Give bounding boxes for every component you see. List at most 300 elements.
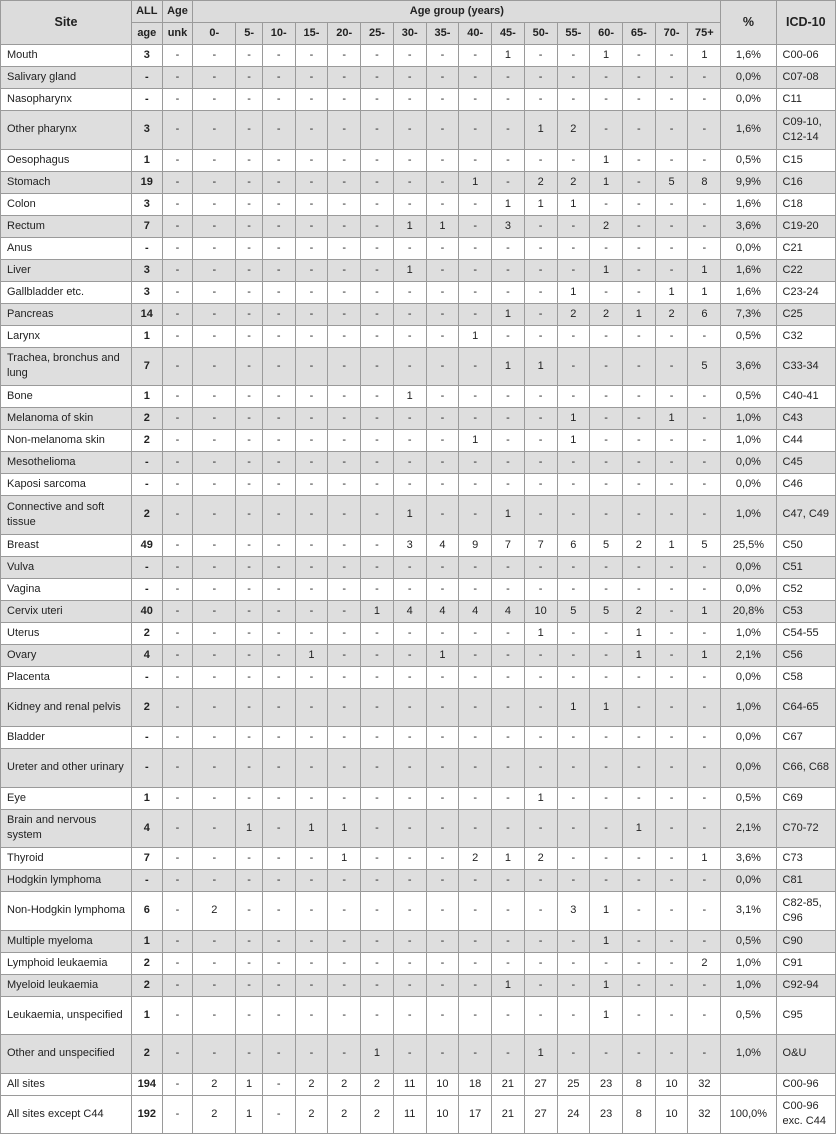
age-count-cell: - (524, 556, 557, 578)
all-age-cell: 2 (131, 430, 162, 452)
table-row (1, 347, 836, 386)
age-count-cell: - (193, 534, 236, 556)
all-age-cell: 7 (131, 848, 162, 870)
all-age-cell: 7 (131, 347, 162, 386)
all-age-cell: 40 (131, 600, 162, 622)
age-count-cell: - (193, 622, 236, 644)
age-count-cell: - (426, 325, 459, 347)
age-count-cell: - (426, 67, 459, 89)
age-count-cell: - (236, 237, 263, 259)
age-count-cell: - (459, 452, 492, 474)
all-age-cell: 1 (131, 325, 162, 347)
age-unk-cell: - (162, 430, 193, 452)
age-unk-cell: - (162, 930, 193, 952)
age-unk-cell: - (162, 193, 193, 215)
age-count-cell: - (590, 644, 623, 666)
site-cell: Connective and soft tissue (1, 496, 132, 535)
age-count-cell: - (328, 386, 361, 408)
age-count-cell: 10 (426, 1095, 459, 1133)
age-count-cell: 1 (655, 408, 688, 430)
all-age-cell: 2 (131, 622, 162, 644)
age-count-cell: - (426, 578, 459, 600)
age-count-cell: - (262, 149, 295, 171)
site-cell: Liver (1, 259, 132, 281)
age-count-cell: - (262, 600, 295, 622)
age-count-cell: - (262, 325, 295, 347)
table-row (1, 870, 836, 892)
age-count-cell: - (393, 408, 426, 430)
age-count-cell: - (236, 749, 263, 788)
age-unk-cell: - (162, 408, 193, 430)
age-count-cell: - (688, 149, 721, 171)
age-count-cell: 2 (328, 1073, 361, 1095)
all-age-cell: 3 (131, 193, 162, 215)
age-count-cell: 1 (557, 430, 590, 452)
age-count-cell: - (622, 556, 655, 578)
table-row (1, 974, 836, 996)
age-count-cell: - (622, 237, 655, 259)
age-count-cell: 6 (688, 303, 721, 325)
age-count-cell: - (262, 1095, 295, 1133)
age-band-header: 45- (492, 23, 525, 45)
site-cell: Bone (1, 386, 132, 408)
age-count-cell: - (236, 556, 263, 578)
age-count-cell: 1 (524, 1035, 557, 1074)
age-count-cell: - (590, 666, 623, 688)
age-count-cell: - (557, 666, 590, 688)
age-count-cell: - (328, 347, 361, 386)
age-count-cell: - (622, 727, 655, 749)
age-count-cell: 1 (590, 996, 623, 1035)
site-cell: Rectum (1, 215, 132, 237)
all-age-cell: 3 (131, 45, 162, 67)
percent-cell: 0,0% (721, 67, 776, 89)
age-count-cell: - (426, 848, 459, 870)
age-count-cell: - (393, 644, 426, 666)
age-count-cell: - (328, 171, 361, 193)
age-count-cell: - (492, 809, 525, 848)
age-count-cell: - (426, 149, 459, 171)
icd10-cell: C95 (776, 996, 835, 1035)
age-count-cell: 1 (393, 259, 426, 281)
age-count-cell: 24 (557, 1095, 590, 1133)
age-count-cell: - (361, 149, 394, 171)
age-count-cell: - (262, 870, 295, 892)
age-count-cell: 21 (492, 1095, 525, 1133)
age-count-cell: - (361, 408, 394, 430)
age-count-cell: - (590, 622, 623, 644)
age-unk-cell: - (162, 281, 193, 303)
all-age-cell: 2 (131, 688, 162, 727)
site-cell: Other and unspecified (1, 1035, 132, 1074)
age-count-cell: - (361, 787, 394, 809)
age-count-cell: - (557, 386, 590, 408)
age-count-cell: - (193, 237, 236, 259)
age-count-cell: - (459, 259, 492, 281)
table-row (1, 496, 836, 535)
age-count-cell: - (524, 892, 557, 931)
age-count-cell: 27 (524, 1073, 557, 1095)
age-count-cell: - (622, 89, 655, 111)
age-count-cell: - (426, 111, 459, 150)
age-count-cell: - (236, 870, 263, 892)
age-count-cell: - (590, 952, 623, 974)
age-count-cell: 1 (590, 930, 623, 952)
age-count-cell: - (655, 930, 688, 952)
table-row (1, 892, 836, 931)
age-count-cell: - (295, 787, 328, 809)
age-count-cell: - (688, 809, 721, 848)
age-count-cell: - (492, 749, 525, 788)
age-count-cell: - (688, 974, 721, 996)
age-count-cell: - (328, 430, 361, 452)
age-unk-cell: - (162, 534, 193, 556)
age-count-cell: - (688, 556, 721, 578)
age-count-cell: - (361, 952, 394, 974)
age-count-cell: 21 (492, 1073, 525, 1095)
age-count-cell: - (193, 281, 236, 303)
site-cell: Ovary (1, 644, 132, 666)
site-cell: Non-melanoma skin (1, 430, 132, 452)
percent-cell: 0,0% (721, 556, 776, 578)
site-cell: Oesophagus (1, 149, 132, 171)
age-count-cell: - (328, 193, 361, 215)
age-unk-cell: - (162, 149, 193, 171)
icd10-cell: C00-96 (776, 1073, 835, 1095)
age-count-cell: 1 (655, 534, 688, 556)
age-count-cell: - (193, 996, 236, 1035)
age-count-cell: 3 (557, 892, 590, 931)
age-count-cell: - (193, 259, 236, 281)
age-count-cell: - (361, 809, 394, 848)
all-age-cell: 4 (131, 644, 162, 666)
age-count-cell: - (557, 809, 590, 848)
age-count-cell: - (655, 347, 688, 386)
age-count-cell: - (459, 892, 492, 931)
age-count-cell: - (590, 809, 623, 848)
all-age-cell: 14 (131, 303, 162, 325)
age-count-cell: - (236, 325, 263, 347)
age-count-cell: - (524, 809, 557, 848)
age-count-cell: - (328, 688, 361, 727)
age-count-cell: - (688, 892, 721, 931)
age-count-cell: - (328, 870, 361, 892)
age-count-cell: - (492, 452, 525, 474)
percent-cell: 0,5% (721, 787, 776, 809)
age-count-cell: - (492, 892, 525, 931)
age-count-cell: - (236, 688, 263, 727)
age-count-cell: - (459, 952, 492, 974)
age-count-cell: - (492, 281, 525, 303)
age-count-cell: - (655, 237, 688, 259)
table-row (1, 259, 836, 281)
age-count-cell: - (557, 347, 590, 386)
age-count-cell: 1 (492, 303, 525, 325)
age-count-cell: - (393, 171, 426, 193)
age-count-cell: - (459, 45, 492, 67)
age-count-cell: 2 (328, 1095, 361, 1133)
age-count-cell: - (262, 974, 295, 996)
age-count-cell: - (655, 892, 688, 931)
age-count-cell: - (193, 303, 236, 325)
percent-cell: 100,0% (721, 1095, 776, 1133)
percent-cell: 0,0% (721, 89, 776, 111)
age-unk-cell: - (162, 1035, 193, 1074)
icd10-cell: C45 (776, 452, 835, 474)
table-row (1, 281, 836, 303)
age-count-cell: - (590, 474, 623, 496)
age-count-cell: - (492, 727, 525, 749)
age-count-cell: - (655, 848, 688, 870)
site-cell: Stomach (1, 171, 132, 193)
age-count-cell: - (459, 237, 492, 259)
age-count-cell: - (622, 749, 655, 788)
age-count-cell: - (459, 474, 492, 496)
age-count-cell: - (426, 809, 459, 848)
age-count-cell: - (328, 149, 361, 171)
age-count-cell: - (236, 452, 263, 474)
age-count-cell: - (262, 237, 295, 259)
age-count-cell: 1 (622, 622, 655, 644)
age-count-cell: - (622, 215, 655, 237)
age-count-cell: - (655, 259, 688, 281)
age-count-cell: - (688, 688, 721, 727)
age-count-cell: 1 (622, 644, 655, 666)
age-count-cell: - (262, 996, 295, 1035)
age-band-header: 15- (295, 23, 328, 45)
age-count-cell: - (295, 281, 328, 303)
age-count-cell: - (361, 237, 394, 259)
age-count-cell: 18 (459, 1073, 492, 1095)
icd10-header: ICD-10 (776, 1, 835, 45)
age-count-cell: - (459, 347, 492, 386)
age-count-cell: - (655, 578, 688, 600)
age-count-cell: - (295, 622, 328, 644)
age-count-cell: - (655, 996, 688, 1035)
percent-cell: 0,0% (721, 237, 776, 259)
site-cell: Lymphoid leukaemia (1, 952, 132, 974)
age-count-cell: - (361, 193, 394, 215)
age-count-cell: - (236, 534, 263, 556)
age-count-cell: 1 (557, 688, 590, 727)
site-cell: Cervix uteri (1, 600, 132, 622)
age-unk-cell: - (162, 749, 193, 788)
age-unk-cell: - (162, 644, 193, 666)
age-count-cell: - (459, 996, 492, 1035)
age-count-cell: - (262, 787, 295, 809)
age-count-cell: - (492, 111, 525, 150)
site-cell: Non-Hodgkin lymphoma (1, 892, 132, 931)
age-count-cell: - (622, 347, 655, 386)
age-count-cell: - (393, 930, 426, 952)
percent-cell: 1,6% (721, 193, 776, 215)
age-count-cell: - (262, 578, 295, 600)
age-count-cell: - (524, 688, 557, 727)
age-count-cell: - (236, 930, 263, 952)
age-count-cell: - (328, 534, 361, 556)
age-count-cell: 5 (688, 347, 721, 386)
age-count-cell: - (688, 870, 721, 892)
age-count-cell: - (459, 89, 492, 111)
age-count-cell: - (236, 666, 263, 688)
age-count-cell: - (459, 1035, 492, 1074)
age-count-cell: - (622, 870, 655, 892)
site-cell: Colon (1, 193, 132, 215)
age-count-cell: - (193, 45, 236, 67)
age-unk-cell: - (162, 1095, 193, 1133)
age-count-cell: - (426, 688, 459, 727)
icd10-cell: C81 (776, 870, 835, 892)
age-count-cell: - (295, 496, 328, 535)
age-band-header: 50- (524, 23, 557, 45)
age-count-cell: - (590, 452, 623, 474)
all-age-cell: 3 (131, 281, 162, 303)
table-row (1, 474, 836, 496)
age-count-cell: - (524, 89, 557, 111)
age-count-cell: 11 (393, 1095, 426, 1133)
age-unk-cell: - (162, 666, 193, 688)
age-count-cell: - (622, 408, 655, 430)
age-count-cell: - (193, 578, 236, 600)
icd10-cell: C50 (776, 534, 835, 556)
table-row (1, 556, 836, 578)
age-count-cell: - (361, 259, 394, 281)
age-count-cell: - (393, 430, 426, 452)
age-count-cell: - (557, 787, 590, 809)
table-row (1, 193, 836, 215)
age-count-cell: - (361, 111, 394, 150)
age-band-header: 20- (328, 23, 361, 45)
age-unk-cell: - (162, 870, 193, 892)
age-count-cell: - (655, 430, 688, 452)
all-age-cell: 3 (131, 259, 162, 281)
age-count-cell: - (236, 474, 263, 496)
percent-cell: 0,0% (721, 727, 776, 749)
age-count-cell: - (262, 749, 295, 788)
age-count-cell: - (236, 892, 263, 931)
age-count-cell: - (262, 215, 295, 237)
age-count-cell: - (655, 45, 688, 67)
age-count-cell: - (236, 996, 263, 1035)
age-count-cell: 5 (655, 171, 688, 193)
age-count-cell: - (459, 578, 492, 600)
age-count-cell: - (393, 556, 426, 578)
age-count-cell: - (492, 622, 525, 644)
age-count-cell: - (655, 556, 688, 578)
age-count-cell: - (590, 848, 623, 870)
age-count-cell: - (688, 452, 721, 474)
age-count-cell: 2 (622, 600, 655, 622)
age-count-cell: - (393, 67, 426, 89)
site-cell: Bladder (1, 727, 132, 749)
age-count-cell: - (655, 870, 688, 892)
age-band-header: 0- (193, 23, 236, 45)
site-cell: Myeloid leukaemia (1, 974, 132, 996)
age-count-cell: - (524, 974, 557, 996)
age-count-cell: - (236, 171, 263, 193)
age-count-cell: - (655, 688, 688, 727)
age-count-cell: - (524, 430, 557, 452)
percent-cell: 1,0% (721, 408, 776, 430)
age-count-cell: - (557, 452, 590, 474)
age-count-cell: - (393, 347, 426, 386)
age-count-cell: - (328, 556, 361, 578)
age-count-cell: - (688, 622, 721, 644)
age-count-cell: - (524, 452, 557, 474)
table-row (1, 727, 836, 749)
age-count-cell: - (193, 430, 236, 452)
age-count-cell: 17 (459, 1095, 492, 1133)
age-count-cell: - (262, 952, 295, 974)
percent-cell: 0,0% (721, 666, 776, 688)
age-count-cell: 10 (524, 600, 557, 622)
age-count-cell: - (361, 727, 394, 749)
age-count-cell: 1 (622, 303, 655, 325)
age-unk-cell: - (162, 809, 193, 848)
age-count-cell: 1 (295, 644, 328, 666)
age-count-cell: 1 (655, 281, 688, 303)
age-count-cell: - (361, 996, 394, 1035)
age-count-cell: - (262, 171, 295, 193)
site-cell: Brain and nervous system (1, 809, 132, 848)
age-count-cell: - (295, 578, 328, 600)
age-count-cell: 27 (524, 1095, 557, 1133)
age-count-cell: - (426, 430, 459, 452)
age-count-cell: - (236, 303, 263, 325)
percent-cell: 1,6% (721, 259, 776, 281)
age-count-cell: - (236, 952, 263, 974)
age-count-cell: - (590, 870, 623, 892)
age-count-cell: - (459, 644, 492, 666)
age-unk-cell: - (162, 259, 193, 281)
age-count-cell: - (262, 430, 295, 452)
age-unk-cell: - (162, 215, 193, 237)
age-count-cell: - (688, 408, 721, 430)
age-count-cell: - (295, 193, 328, 215)
age-count-cell: - (557, 237, 590, 259)
age-unk-cell: - (162, 325, 193, 347)
age-count-cell: - (193, 347, 236, 386)
age-count-cell: 7 (524, 534, 557, 556)
percent-cell: 0,5% (721, 325, 776, 347)
table-row (1, 45, 836, 67)
age-count-cell: 7 (492, 534, 525, 556)
age-count-cell: - (295, 870, 328, 892)
age-count-cell: - (459, 787, 492, 809)
table-row (1, 430, 836, 452)
age-unk-cell: - (162, 848, 193, 870)
icd10-cell: C16 (776, 171, 835, 193)
age-count-cell: 32 (688, 1073, 721, 1095)
percent-cell: 9,9% (721, 171, 776, 193)
age-band-header: 25- (361, 23, 394, 45)
all-age-cell: 194 (131, 1073, 162, 1095)
age-count-cell: - (236, 848, 263, 870)
age-count-cell: - (193, 474, 236, 496)
total-row (1, 1095, 836, 1133)
age-count-cell: - (557, 644, 590, 666)
table-row (1, 666, 836, 688)
age-count-cell: - (295, 848, 328, 870)
age-count-cell: - (524, 666, 557, 688)
age-count-cell: - (557, 952, 590, 974)
all-age-cell: 192 (131, 1095, 162, 1133)
age-count-cell: - (295, 386, 328, 408)
age-unk-cell: - (162, 600, 193, 622)
age-count-cell: - (459, 303, 492, 325)
table-row (1, 303, 836, 325)
table-row (1, 67, 836, 89)
